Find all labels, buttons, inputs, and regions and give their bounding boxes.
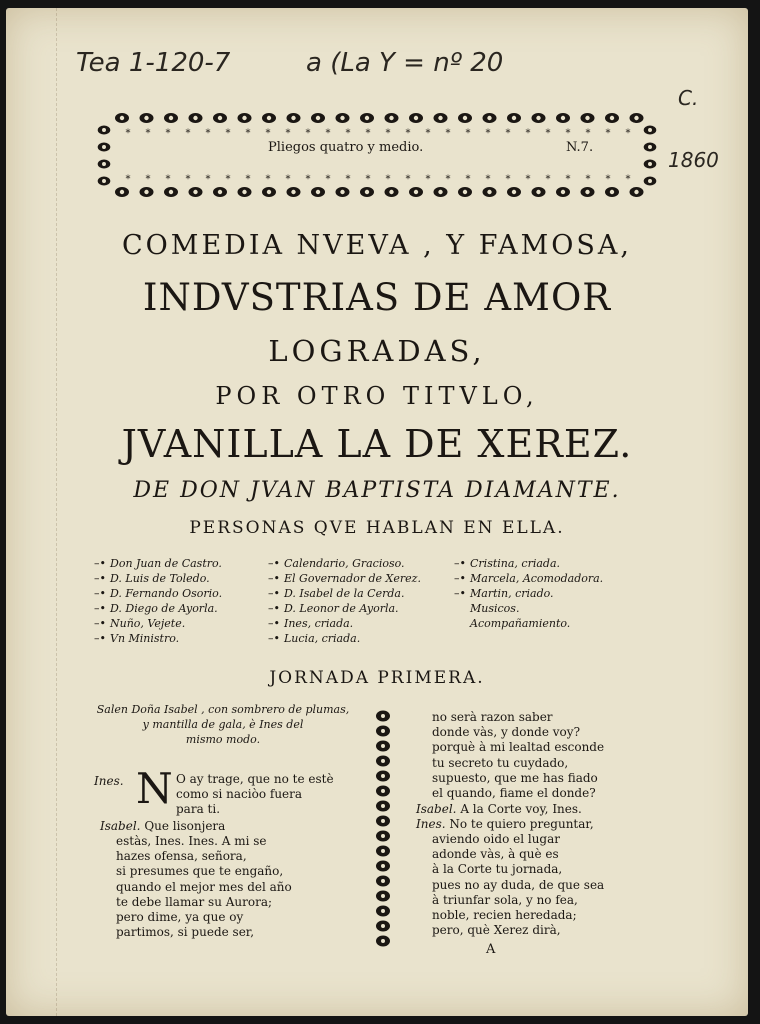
svg-text:*: *: [285, 128, 291, 139]
bullet-mark-icon: –•: [268, 602, 280, 615]
svg-text:*: *: [345, 128, 351, 139]
svg-text:*: *: [425, 174, 431, 185]
cast-name: D. Fernando Osorio.: [110, 587, 223, 600]
svg-text:*: *: [565, 174, 571, 185]
ornamental-border: [94, 104, 664, 208]
bullet-mark-icon: –•: [268, 572, 280, 585]
cast-name: Calendario, Gracioso.: [284, 557, 405, 570]
speaker-label: Ines.: [416, 817, 446, 831]
pliegos-label: Pliegos quatro y medio.: [268, 140, 424, 155]
svg-text:*: *: [325, 174, 331, 185]
verse-line: como si naciòo fuera: [176, 787, 303, 802]
verse-line: pero dime, ya que oy: [116, 910, 244, 925]
personas-heading: PERSONAS QVE HABLAN EN ELLA.: [189, 518, 565, 538]
vertical-ornament: [372, 708, 394, 952]
cast-member: [268, 631, 421, 646]
svg-text:*: *: [145, 174, 151, 185]
cast-name: Marcela, Acomodadora.: [470, 572, 604, 585]
svg-text:*: *: [305, 128, 311, 139]
cast-name: Cristina, criada.: [470, 557, 561, 570]
bullet-mark-icon: –•: [94, 632, 106, 645]
verse-block: [176, 772, 334, 818]
cast-member: [94, 571, 222, 586]
number-label: N.7.: [566, 140, 594, 155]
svg-text:*: *: [165, 174, 171, 185]
svg-text:*: *: [525, 128, 531, 139]
verse-text: A la Corte voy, Ines.: [460, 802, 582, 816]
bullet-mark-icon: –•: [268, 617, 280, 630]
author-line: DE DON JVAN BAPTISTA DIAMANTE.: [133, 478, 621, 503]
verse-line: supuesto, que me has fiado: [432, 770, 598, 785]
cast-name: Vn Ministro.: [110, 632, 180, 645]
svg-text:*: *: [605, 174, 611, 185]
svg-text:*: *: [405, 174, 411, 185]
svg-text:*: *: [205, 174, 211, 185]
cast-name: El Governador de Xerez.: [284, 572, 421, 585]
svg-text:*: *: [585, 128, 591, 139]
verse-line: pero, què Xerez dirà,: [432, 923, 561, 938]
title-line-2: INDVSTRIAS DE AMOR: [142, 276, 612, 319]
bullet-mark-icon: –•: [268, 632, 280, 645]
letter-c-annotation: C.: [678, 86, 699, 110]
svg-text:*: *: [205, 128, 211, 139]
fleuron-column-icon: [372, 708, 394, 952]
svg-text:*: *: [265, 174, 271, 185]
verse-line: para ti.: [176, 802, 221, 817]
drop-cap: N: [136, 764, 173, 813]
svg-text:*: *: [505, 128, 511, 139]
jornada-heading: JORNADA PRIMERA.: [269, 668, 485, 688]
verse-line-ines: [416, 817, 594, 832]
svg-text:*: *: [405, 128, 411, 139]
bullet-mark-icon: –•: [94, 602, 106, 615]
verse-line-isabel: [416, 802, 582, 817]
cast-member: [454, 586, 603, 601]
cast-member: [268, 601, 421, 616]
cast-member: [454, 571, 603, 586]
svg-text:*: *: [605, 128, 611, 139]
verse-line: noble, recien heredada;: [432, 908, 577, 923]
stage-direction: [88, 702, 358, 748]
cast-column-2: [268, 556, 421, 646]
cast-member: [94, 631, 222, 646]
cast-member: [454, 616, 603, 631]
svg-text:*: *: [245, 174, 251, 185]
cast-member: [94, 556, 222, 571]
svg-text:*: *: [145, 128, 151, 139]
svg-text:*: *: [625, 174, 631, 185]
svg-text:*: *: [465, 128, 471, 139]
svg-text:*: *: [345, 174, 351, 185]
verse-line: estàs, Ines. Ines. A mi se: [116, 834, 267, 848]
cast-name: Musicos.: [470, 602, 520, 615]
binding-stitches: [6, 8, 57, 1016]
cast-name: Nuño, Vejete.: [110, 617, 186, 630]
cast-name: D. Leonor de Ayorla.: [284, 602, 399, 615]
stage-line: y mantilla de gala, è Ines del: [142, 718, 304, 732]
verse-line: porquè à mi lealtad esconde: [432, 740, 605, 755]
verse-line: el quando, fiame el donde?: [432, 786, 596, 801]
verse-line: O ay trage, que no te estè: [176, 772, 334, 786]
verse-line: partimos, si puede ser,: [116, 925, 255, 940]
verse-text: No te quiero preguntar,: [449, 817, 594, 831]
svg-text:*: *: [545, 128, 551, 139]
verse-line-isabel: [100, 819, 225, 834]
verse-line: à triunfar sola, y no fea,: [432, 892, 578, 907]
cast-member: [454, 601, 603, 616]
verse-line: pues no ay duda, de que sea: [432, 877, 605, 892]
svg-text:*: *: [365, 128, 371, 139]
svg-text:*: *: [485, 128, 491, 139]
svg-text:*: *: [185, 128, 191, 139]
shelfmark-tail-annotation: a (La Y = nº 20: [306, 48, 504, 78]
cast-member: [268, 556, 421, 571]
svg-text:*: *: [265, 128, 271, 139]
title-page: [6, 8, 748, 1016]
verse-line: quando el mejor mes del año: [116, 879, 292, 894]
cast-column-1: [94, 556, 222, 646]
cast-name: Don Juan de Castro.: [110, 557, 222, 570]
svg-text:*: *: [485, 174, 491, 185]
cast-member: [268, 586, 421, 601]
bullet-mark-icon: –•: [268, 557, 280, 570]
bullet-mark-icon: –•: [454, 572, 466, 585]
svg-text:*: *: [305, 174, 311, 185]
verse-line: donde vàs, y donde voy?: [432, 725, 580, 740]
svg-text:*: *: [125, 128, 131, 139]
verse-line: tu secreto tu cuydado,: [432, 755, 569, 770]
svg-text:*: *: [625, 128, 631, 139]
svg-text:*: *: [505, 174, 511, 185]
bullet-mark-icon: –•: [94, 587, 106, 600]
bullet-mark-icon: –•: [94, 557, 106, 570]
shelfmark-annotation: Tea 1-120-7: [76, 48, 231, 78]
cast-member: [268, 616, 421, 631]
svg-text:*: *: [365, 174, 371, 185]
speaker-label: Isabel.: [416, 802, 457, 816]
svg-text:*: *: [545, 174, 551, 185]
svg-text:*: *: [565, 128, 571, 139]
svg-text:*: *: [525, 174, 531, 185]
title-line-1: COMEDIA NVEVA , Y FAMOSA,: [122, 230, 632, 261]
verse-line: no serà razon saber: [432, 710, 553, 724]
verse-line: adonde vàs, à què es: [432, 847, 559, 862]
verse-line: te debe llamar su Aurora;: [116, 894, 273, 909]
svg-text:*: *: [445, 174, 451, 185]
bullet-mark-icon: –•: [454, 557, 466, 570]
svg-text:*: *: [245, 128, 251, 139]
cast-name: D. Diego de Ayorla.: [110, 602, 218, 615]
cast-member: [94, 601, 222, 616]
cast-name: Ines, criada.: [284, 617, 354, 630]
svg-text:*: *: [185, 174, 191, 185]
bullet-mark-icon: –•: [268, 587, 280, 600]
year-annotation: 1860: [668, 148, 719, 172]
svg-text:*: *: [445, 128, 451, 139]
verse-line: à la Corte tu jornada,: [432, 862, 563, 877]
fleuron-border-icon: [94, 104, 664, 208]
cast-name: D. Isabel de la Cerda.: [284, 587, 405, 600]
verse-block: [116, 834, 292, 940]
cast-member: [94, 586, 222, 601]
cast-name: Acompañamiento.: [470, 617, 571, 630]
bullet-mark-icon: –•: [94, 617, 106, 630]
verse-block: [432, 832, 604, 938]
svg-text:*: *: [465, 174, 471, 185]
verse-line: aviendo oido el lugar: [432, 832, 560, 846]
verse-line: si presumes que te engaño,: [116, 864, 284, 879]
verse-line: hazes ofensa, señora,: [116, 849, 247, 864]
bullet-mark-icon: –•: [454, 587, 466, 600]
cast-name: Lucia, criada.: [284, 632, 361, 645]
svg-text:*: *: [385, 128, 391, 139]
svg-text:*: *: [285, 174, 291, 185]
svg-text:*: *: [165, 128, 171, 139]
cast-column-3: [454, 556, 603, 631]
title-line-5: JVANILLA LA DE XEREZ.: [121, 422, 633, 466]
stage-line: mismo modo.: [185, 733, 261, 747]
svg-text:*: *: [225, 174, 231, 185]
svg-text:*: *: [585, 174, 591, 185]
svg-text:*: *: [325, 128, 331, 139]
signature-mark: A: [486, 942, 496, 957]
title-line-4: POR OTRO TITVLO,: [215, 382, 539, 410]
svg-text:*: *: [385, 174, 391, 185]
verse-block: [432, 710, 604, 801]
bullet-mark-icon: –•: [94, 572, 106, 585]
title-line-3: LOGRADAS,: [268, 334, 486, 368]
cast-name: Martin, criado.: [470, 587, 554, 600]
svg-text:*: *: [125, 174, 131, 185]
cast-member: [268, 571, 421, 586]
cast-name: D. Luis de Toledo.: [110, 572, 210, 585]
cast-member: [94, 616, 222, 631]
stage-line: Salen Doña Isabel , con sombrero de plumas,: [96, 703, 350, 716]
verse-text: Que lisonjera: [144, 819, 226, 833]
speaker-label: Isabel.: [100, 819, 141, 833]
speaker-label: Ines.: [94, 774, 124, 788]
svg-text:*: *: [225, 128, 231, 139]
cast-member: [454, 556, 603, 571]
svg-text:*: *: [425, 128, 431, 139]
